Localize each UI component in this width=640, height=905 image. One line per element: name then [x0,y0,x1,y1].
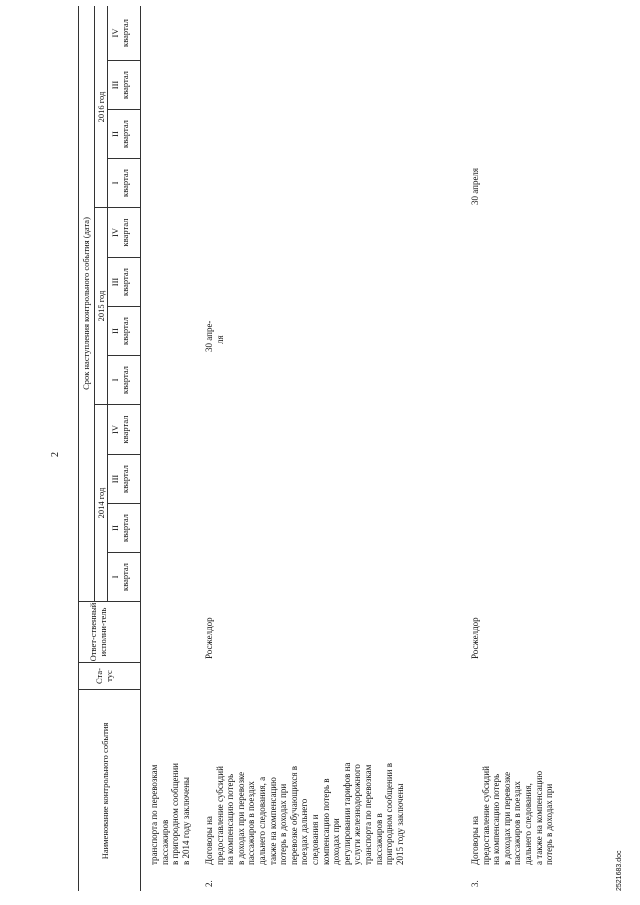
header-quarter: IV квартал [110,218,130,247]
header-quarter: III квартал [110,268,130,296]
header-top-border [78,6,79,891]
header-group-divider [94,6,95,602]
row-2-name: Договоры на предоставление субсидий на компенсацию потерь в доходах при перевозке пассажиров в поездах дальнего следования, а также на компенсацию потерь в доходах при перевозке обучающихся в поездах дальнего следования и компенсацию потерь в доходах при регулировании тарифов на услуги железнодорожного транспорта по перевозкам пассажиров в пригородном сообщении в 2015 году заключены [204,762,405,865]
header-status-col: Ста-тус [94,668,114,684]
row-3-deadline: 30 апреля [470,167,480,205]
header-quarter: I квартал [110,366,130,394]
header-quarter: IV квартал [110,415,130,444]
row-3-name: Договоры на предоставление субсидий на компенсацию потерь в доходах при перевозке пассажиров в поездах дальнего следования, а также на компенсацию потерь в доходах при [470,766,555,865]
header-vline [78,689,140,690]
row-2-deadline: 30 апре- ля [204,320,225,352]
row-3-number: 3. [470,880,480,887]
header-year-divider [107,6,108,602]
row-2-number: 2. [204,880,214,887]
header-quarter: IV квартал [110,19,130,47]
header-quarter: I квартал [110,169,130,197]
row-1-name: транспорта по перевозкам пассажиров в пригородном сообщении в 2014 году заключены [149,763,191,865]
header-quarter: II квартал [110,317,130,345]
header-quarter: I квартал [110,563,130,591]
header-year-2015: 2015 год [96,290,106,322]
header-responsible-col: Ответ-ственный исполни-тель [88,602,108,662]
document-footer: 2521683.doc [616,850,623,891]
header-quarter: II квартал [110,514,130,542]
row-2-responsible: Росжелдор [204,617,214,659]
header-quarter: II квартал [110,120,130,148]
header-deadline-group: Срок наступления контрольного события (дата) [81,217,91,390]
header-bottom-border [140,6,141,891]
header-quarter: III квартал [110,465,130,493]
header-name-col: Наименование контрольного события [100,722,110,860]
header-quarter: III квартал [110,71,130,99]
header-year-2016: 2016 год [96,91,106,123]
page-number: 2 [50,452,61,457]
header-year-2014: 2014 год [96,487,106,519]
row-3-responsible: Росжелдор [470,617,480,659]
